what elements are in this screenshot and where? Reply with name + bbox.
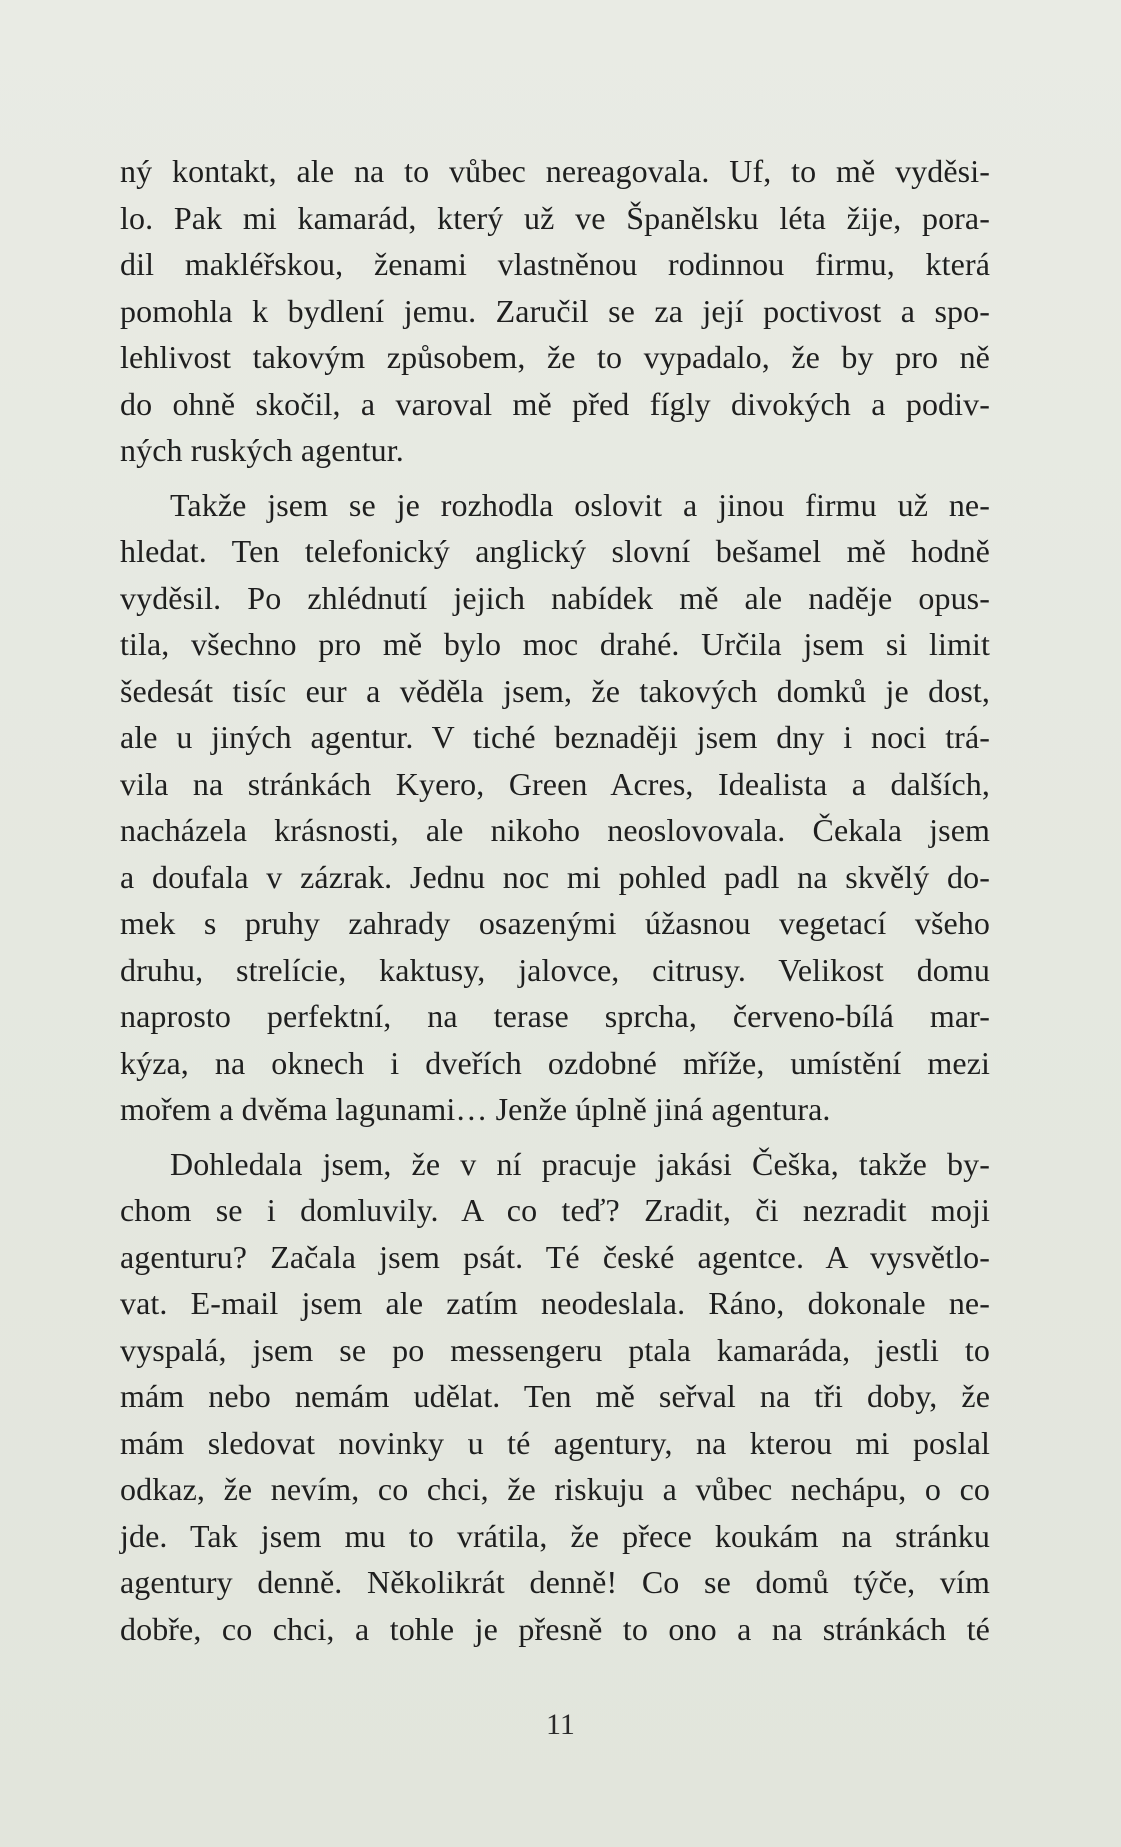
text-line: ale u jiných agentur. V tiché beznaději jsem dny i noci trá- <box>120 719 990 755</box>
text-line: Dohledala jsem, že v ní pracuje jakási Češka, takže by- <box>170 1145 990 1182</box>
text-line: hledat. Ten telefonický anglický slovní bešamel mě hodně <box>120 533 990 569</box>
text-line: do ohně skočil, a varoval mě před fígly divokých a podiv- <box>120 385 990 422</box>
paragraph-3 <box>120 1141 990 1653</box>
text-line: chom se i domluvily. A co teď? Zradit, či nezradit moji <box>120 1192 990 1228</box>
text-line: kýza, na oknech i dveřích ozdobné mříže, umístění mezi <box>120 1044 990 1081</box>
text-line: pomohla k bydlení jemu. Zaručil se za její poctivost a spo- <box>120 292 990 329</box>
text-line: vyspalá, jsem se po messengeru ptala kamaráda, jestli to <box>120 1331 990 1368</box>
text-line: mám sledovat novinky u té agentury, na kterou mi poslal <box>120 1424 990 1461</box>
paragraph-1 <box>120 148 990 474</box>
text-line: mořem a dvěma lagunami… Jenže úplně jiná agentura. <box>120 1091 831 1127</box>
text-line: lehlivost takovým způsobem, že to vypadalo, že by pro ně <box>120 339 990 375</box>
text-line: šedesát tisíc eur a věděla jsem, že takových domků je dost, <box>120 672 990 709</box>
text-line: tila, všechno pro mě bylo moc drahé. Určila jsem si limit <box>120 626 990 662</box>
text-line: dobře, co chci, a tohle je přesně to ono a na stránkách té <box>120 1610 990 1647</box>
text-line: vila na stránkách Kyero, Green Acres, Idealista a dalších, <box>120 765 990 802</box>
text-line: druhu, strelície, kaktusy, jalovce, citrusy. Velikost domu <box>120 951 990 988</box>
text-line: ných ruských agentur. <box>120 432 404 468</box>
body-text <box>120 148 990 1660</box>
text-line: naprosto perfektní, na terase sprcha, červeno-bílá mar- <box>120 998 990 1034</box>
text-line: nacházela krásnosti, ale nikoho neoslovovala. Čekala jsem <box>120 812 990 848</box>
text-line: ný kontakt, ale na to vůbec nereagovala. Uf, to mě vyděsi- <box>120 153 990 189</box>
text-line: dil makléřskou, ženami vlastněnou rodinnou firmu, která <box>120 246 990 282</box>
text-line: jde. Tak jsem mu to vrátila, že přece koukám na stránku <box>120 1517 990 1554</box>
page-number: 11 <box>546 1708 575 1741</box>
text-line: vat. E-mail jsem ale zatím neodeslala. Ráno, dokonale ne- <box>120 1285 990 1321</box>
text-line: agenturu? Začala jsem psát. Té české agentce. A vysvětlo- <box>120 1238 990 1275</box>
text-line: agentury denně. Několikrát denně! Co se domů týče, vím <box>120 1564 990 1600</box>
text-line: a doufala v zázrak. Jednu noc mi pohled padl na skvělý do- <box>120 858 990 895</box>
text-line: Takže jsem se je rozhodla oslovit a jinou firmu už ne- <box>170 486 990 523</box>
text-line: vyděsil. Po zhlédnutí jejich nabídek mě ale naděje opus- <box>120 579 990 616</box>
text-line: odkaz, že nevím, co chci, že riskuju a vůbec nechápu, o co <box>120 1471 990 1507</box>
text-line: mám nebo nemám udělat. Ten mě seřval na tři doby, že <box>120 1378 990 1414</box>
text-line: mek s pruhy zahrady osazenými úžasnou vegetací všeho <box>120 905 990 941</box>
text-line: lo. Pak mi kamarád, který už ve Španělsku léta žije, pora- <box>120 199 990 236</box>
paragraph-2 <box>120 482 990 1133</box>
